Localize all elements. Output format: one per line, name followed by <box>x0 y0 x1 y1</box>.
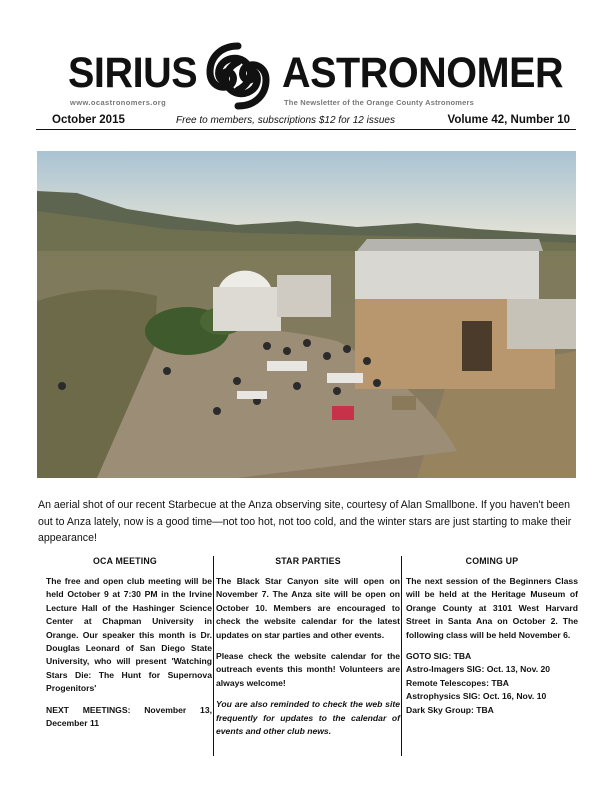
photo-caption: An aerial shot of our recent Starbecue at the Anza observing site, courtesy of Alan Smallbone. If you haven't been out to Anza lately, now is a good time—not too hot, not too cold, and the winter stars are just starting to make their appearance! <box>38 499 572 544</box>
aerial-photo-illustration <box>37 151 576 478</box>
outreach-text: Please check the website calendar for the outreach events this month! Volunteers are always welcome! <box>216 651 400 688</box>
masthead-title-left: SIRIUS <box>68 49 198 97</box>
list-item: GOTO SIG: TBA <box>406 651 472 662</box>
masthead <box>66 40 564 110</box>
subscription-note: Free to members, subscriptions $12 for 12 issues <box>176 115 395 126</box>
masthead-url: www.ocastronomers.org <box>70 98 167 107</box>
column-divider <box>401 556 402 756</box>
spiral-galaxy-logo-icon <box>202 40 274 112</box>
sig-schedule-list <box>406 650 578 717</box>
oca-meeting-column <box>38 556 212 756</box>
issue-date: October 2015 <box>52 114 125 126</box>
website-reminder-text: You are also reminded to check the web site frequently for updates to the calendar of events and other club news. <box>216 699 400 737</box>
coming-up-heading: COMING UP <box>465 556 519 566</box>
beginners-class-text: The next session of the Beginners Class will be held at the Heritage Museum of Orange County at 3101 West Harvard Street in Santa Ana on October 2. The following class will be held November 6. <box>406 576 578 640</box>
star-parties-heading: STAR PARTIES <box>275 556 341 566</box>
star-parties-column <box>216 556 400 756</box>
list-item: Astro-Imagers SIG: Oct. 13, Nov. 20 <box>406 664 551 675</box>
list-item: Remote Telescopes: TBA <box>406 677 509 688</box>
next-meetings-text: NEXT MEETINGS: November 13, December 11 <box>46 704 212 729</box>
oca-meeting-heading: OCA MEETING <box>93 556 157 566</box>
column-divider <box>213 556 214 756</box>
volume-number: Volume 42, Number 10 <box>447 114 570 126</box>
issue-bar <box>36 112 576 130</box>
list-item: Astrophysics SIG: Oct. 16, Nov. 10 <box>406 691 547 702</box>
coming-up-column <box>406 556 578 756</box>
anza-aerial-photo <box>37 151 576 478</box>
oca-meeting-text: The free and open club meeting will be held October 9 at 7:30 PM in the Irvine Lecture Hall of the Hashinger Science Center at Chapman University in Orange. Our speaker this month is Dr. Douglas Leonard of San Diego State University, who will present 'Watching Stars Die: The Hunt for Supernova Progenitors' <box>46 576 212 694</box>
masthead-title-right: ASTRONOMER <box>282 49 564 97</box>
masthead-tagline: The Newsletter of the Orange County Astronomers <box>284 98 474 107</box>
star-parties-text: The Black Star Canyon site will open on November 7. The Anza site will be open on October 10. Members are encouraged to check the website calendar for the latest updates on star parties and other events. <box>216 576 400 640</box>
list-item: Dark Sky Group: TBA <box>406 704 494 715</box>
